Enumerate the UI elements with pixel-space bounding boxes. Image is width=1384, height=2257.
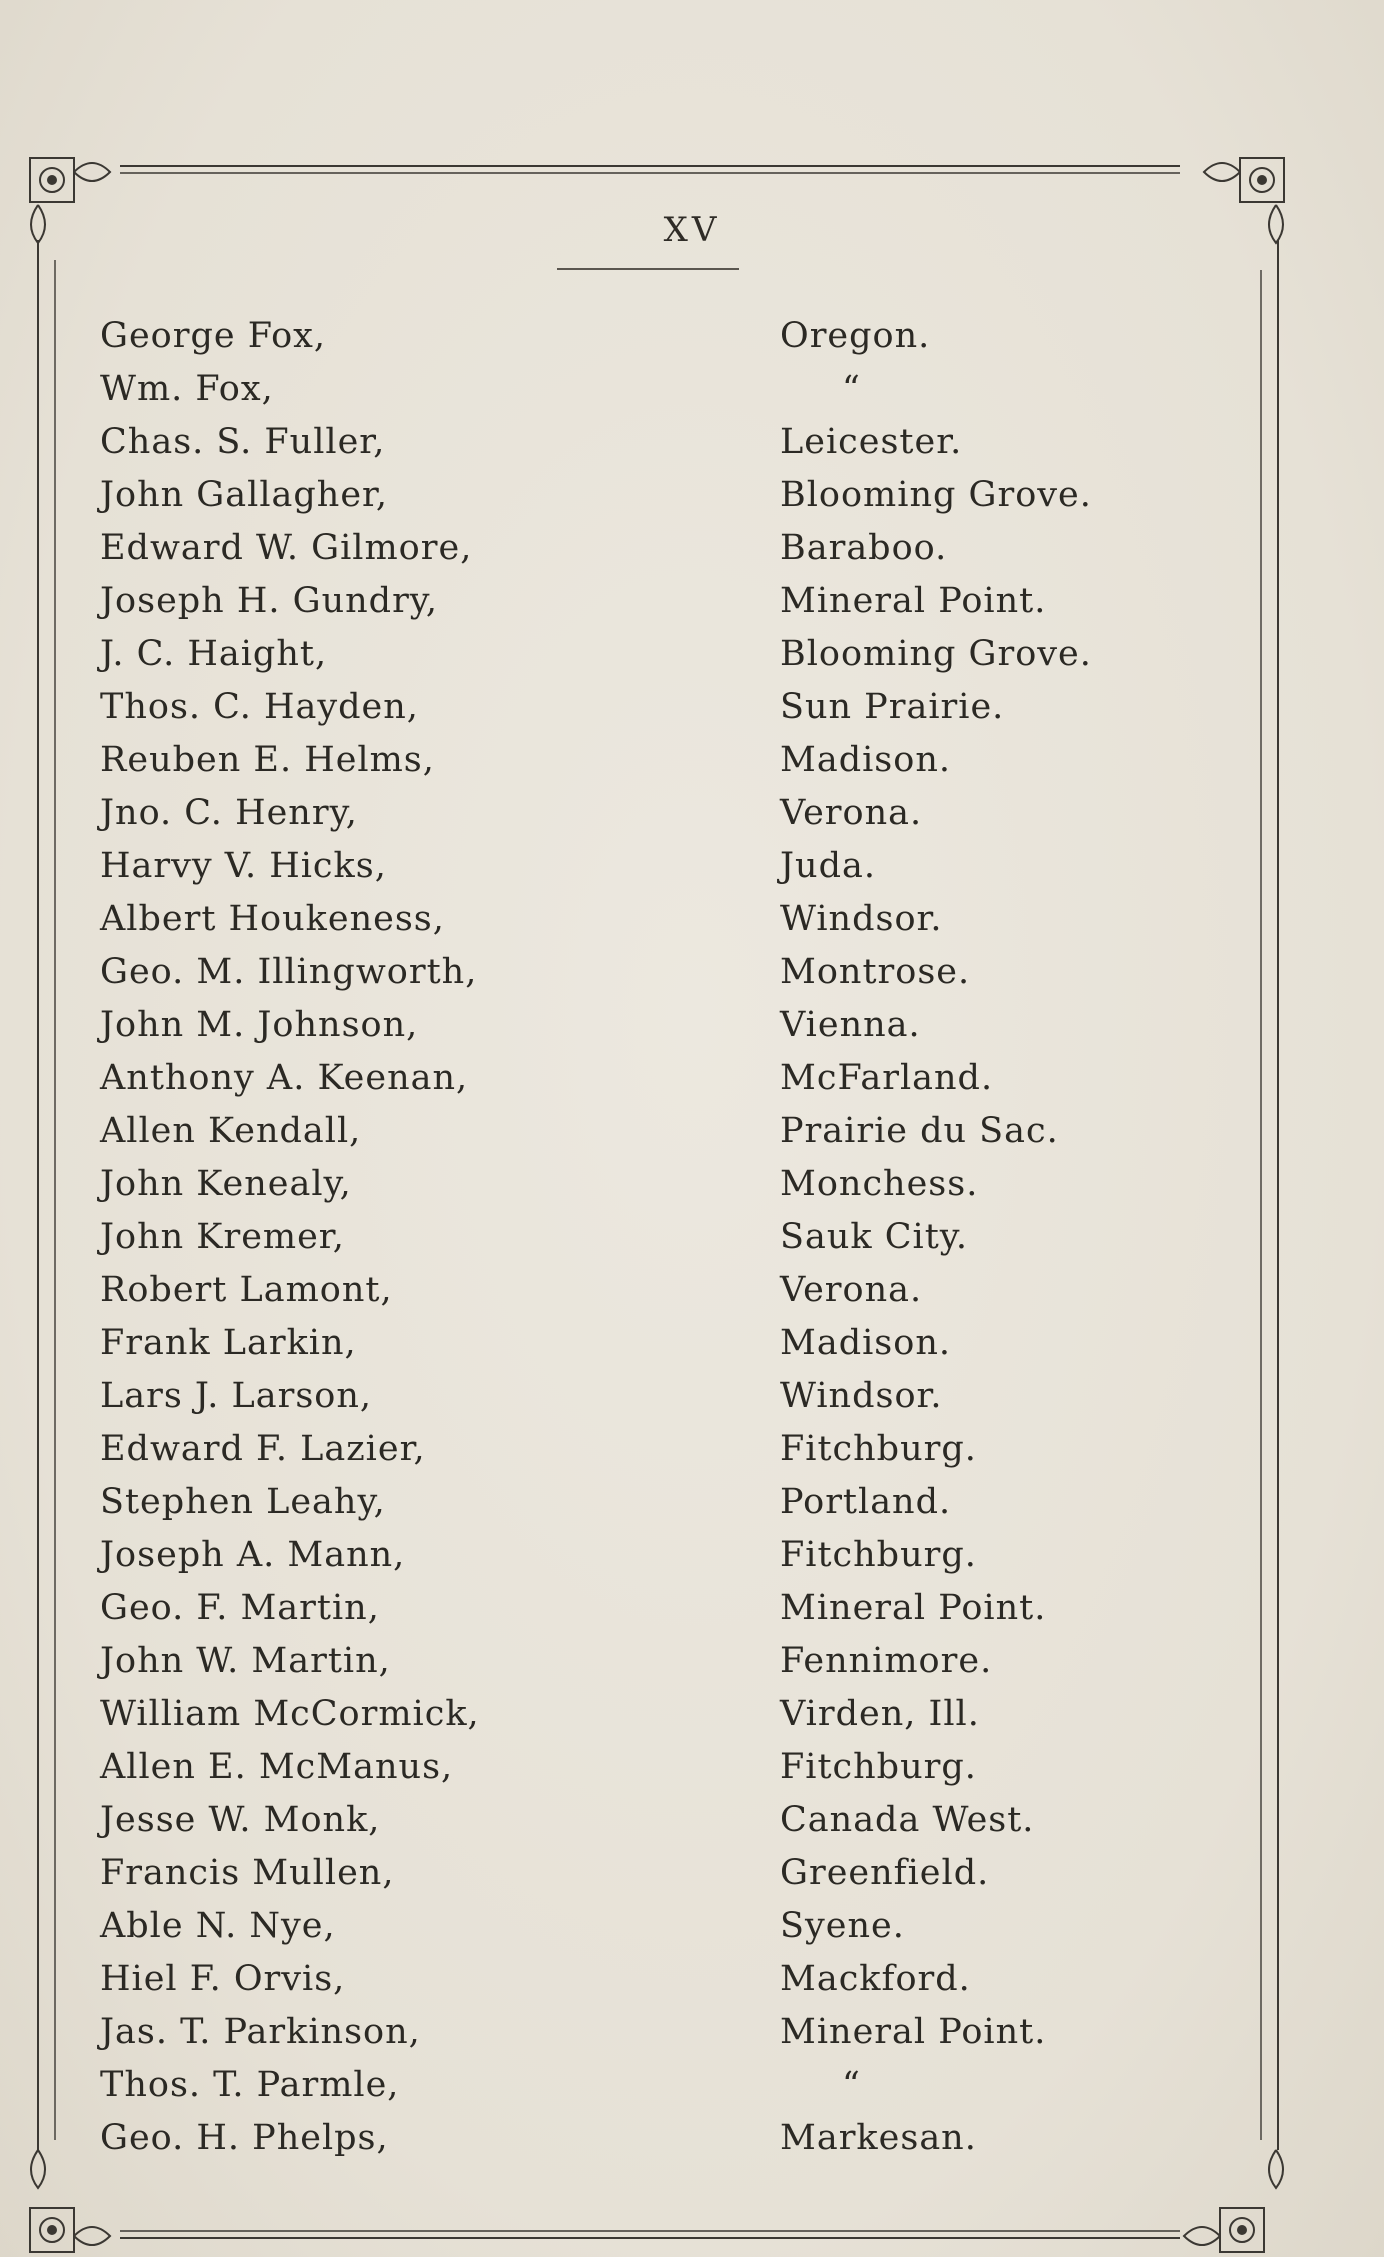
entry-place: Blooming Grove.: [780, 475, 1092, 515]
entry-place: Mackford.: [780, 1959, 971, 1999]
entry-place: Syene.: [780, 1906, 905, 1946]
list-item: [0, 734, 1384, 787]
list-item: [0, 628, 1384, 681]
entry-name: John Kremer,: [100, 1217, 345, 1257]
list-item: [0, 840, 1384, 893]
list-item: [0, 1900, 1384, 1953]
list-item: [0, 416, 1384, 469]
list-item: [0, 1582, 1384, 1635]
list-item: [0, 946, 1384, 999]
entry-place: Fitchburg.: [780, 1747, 977, 1787]
corner-ornament-bottom-left: [30, 2150, 110, 2252]
list-item: [0, 1317, 1384, 1370]
entry-name: Geo. H. Phelps,: [100, 2118, 389, 2158]
list-item: [0, 1741, 1384, 1794]
entry-place: Monchess.: [780, 1164, 979, 1204]
entry-name: Joseph H. Gundry,: [100, 581, 439, 621]
list-item: [0, 469, 1384, 522]
list-item: [0, 1794, 1384, 1847]
entry-name: Edward F. Lazier,: [100, 1429, 426, 1469]
entry-name: Frank Larkin,: [100, 1323, 357, 1363]
entry-place: Mineral Point.: [780, 1588, 1047, 1628]
list-item: [0, 575, 1384, 628]
entry-place: Montrose.: [780, 952, 971, 992]
entry-place: Verona.: [780, 1270, 923, 1310]
list-item: [0, 1370, 1384, 1423]
entry-place: Markesan.: [780, 2118, 977, 2158]
list-item: [0, 2059, 1384, 2112]
entry-place: “: [842, 369, 861, 409]
entry-place: Madison.: [780, 1323, 952, 1363]
entry-place: “: [842, 2065, 861, 2105]
list-item: [0, 1158, 1384, 1211]
entry-place: Sun Prairie.: [780, 687, 1005, 727]
entry-place: Mineral Point.: [780, 2012, 1047, 2052]
entry-name: Jas. T. Parkinson,: [100, 2012, 421, 2052]
list-item: [0, 681, 1384, 734]
entry-name: Anthony A. Keenan,: [100, 1058, 469, 1098]
entry-place: Canada West.: [780, 1800, 1035, 1840]
entry-place: Fennimore.: [780, 1641, 993, 1681]
entry-name: William McCormick,: [100, 1694, 480, 1734]
list-item: [0, 2006, 1384, 2059]
list-item: [0, 310, 1384, 363]
entry-name: Robert Lamont,: [100, 1270, 393, 1310]
page-number: XV: [663, 210, 721, 250]
entry-name: Edward W. Gilmore,: [100, 528, 473, 568]
entry-name: Geo. F. Martin,: [100, 1588, 380, 1628]
entry-place: McFarland.: [780, 1058, 994, 1098]
list-item: [0, 1052, 1384, 1105]
title-rule: [557, 268, 739, 270]
entry-place: Fitchburg.: [780, 1535, 977, 1575]
entry-name: John Gallagher,: [100, 475, 389, 515]
entry-name: Stephen Leahy,: [100, 1482, 386, 1522]
entry-name: Wm. Fox,: [100, 369, 274, 409]
entry-place: Portland.: [780, 1482, 952, 1522]
entry-place: Windsor.: [780, 1376, 943, 1416]
entry-name: Joseph A. Mann,: [100, 1535, 406, 1575]
list-item: [0, 1423, 1384, 1476]
entry-name: Jesse W. Monk,: [100, 1800, 381, 1840]
list-item: [0, 787, 1384, 840]
list-item: [0, 1264, 1384, 1317]
entry-name: Thos. T. Parmle,: [100, 2065, 400, 2105]
entry-place: Prairie du Sac.: [780, 1111, 1059, 1151]
entry-name: Francis Mullen,: [100, 1853, 395, 1893]
entry-name: Reuben E. Helms,: [100, 740, 435, 780]
entry-place: Madison.: [780, 740, 952, 780]
entry-place: Blooming Grove.: [780, 634, 1092, 674]
entry-place: Fitchburg.: [780, 1429, 977, 1469]
list-item: [0, 522, 1384, 575]
list-item: [0, 2112, 1384, 2165]
entry-name: Chas. S. Fuller,: [100, 422, 386, 462]
entry-name: John M. Johnson,: [100, 1005, 419, 1045]
entry-name: Thos. C. Hayden,: [100, 687, 419, 727]
entry-name: John Kenealy,: [100, 1164, 352, 1204]
entry-place: Juda.: [780, 846, 876, 886]
list-item: [0, 1953, 1384, 2006]
entry-name: Able N. Nye,: [100, 1906, 336, 1946]
entry-name: Jno. C. Henry,: [100, 793, 358, 833]
list-item: [0, 1529, 1384, 1582]
entry-place: Leicester.: [780, 422, 963, 462]
entry-place: Oregon.: [780, 316, 931, 356]
entry-place: Virden, Ill.: [780, 1694, 980, 1734]
list-item: [0, 999, 1384, 1052]
list-item: [0, 1211, 1384, 1264]
list-item: [0, 363, 1384, 416]
entry-name: Geo. M. Illingworth,: [100, 952, 478, 992]
entry-name: Lars J. Larson,: [100, 1376, 373, 1416]
list-item: [0, 893, 1384, 946]
entry-name: Albert Houkeness,: [100, 899, 445, 939]
corner-ornament-bottom-right: [1184, 2150, 1283, 2252]
entry-name: Harvy V. Hicks,: [100, 846, 387, 886]
entry-place: Verona.: [780, 793, 923, 833]
entry-name: Allen E. McManus,: [100, 1747, 454, 1787]
list-item: [0, 1688, 1384, 1741]
list-item: [0, 1476, 1384, 1529]
entry-name: George Fox,: [100, 316, 327, 356]
entry-name: John W. Martin,: [100, 1641, 391, 1681]
entry-place: Mineral Point.: [780, 581, 1047, 621]
list-item: [0, 1105, 1384, 1158]
list-item: [0, 1847, 1384, 1900]
entry-place: Sauk City.: [780, 1217, 969, 1257]
entry-name: Allen Kendall,: [100, 1111, 362, 1151]
entry-place: Greenfield.: [780, 1853, 990, 1893]
entry-place: Vienna.: [780, 1005, 921, 1045]
entry-place: Baraboo.: [780, 528, 948, 568]
entry-place: Windsor.: [780, 899, 943, 939]
entry-name: J. C. Haight,: [100, 634, 328, 674]
list-item: [0, 1635, 1384, 1688]
entry-name: Hiel F. Orvis,: [100, 1959, 346, 1999]
